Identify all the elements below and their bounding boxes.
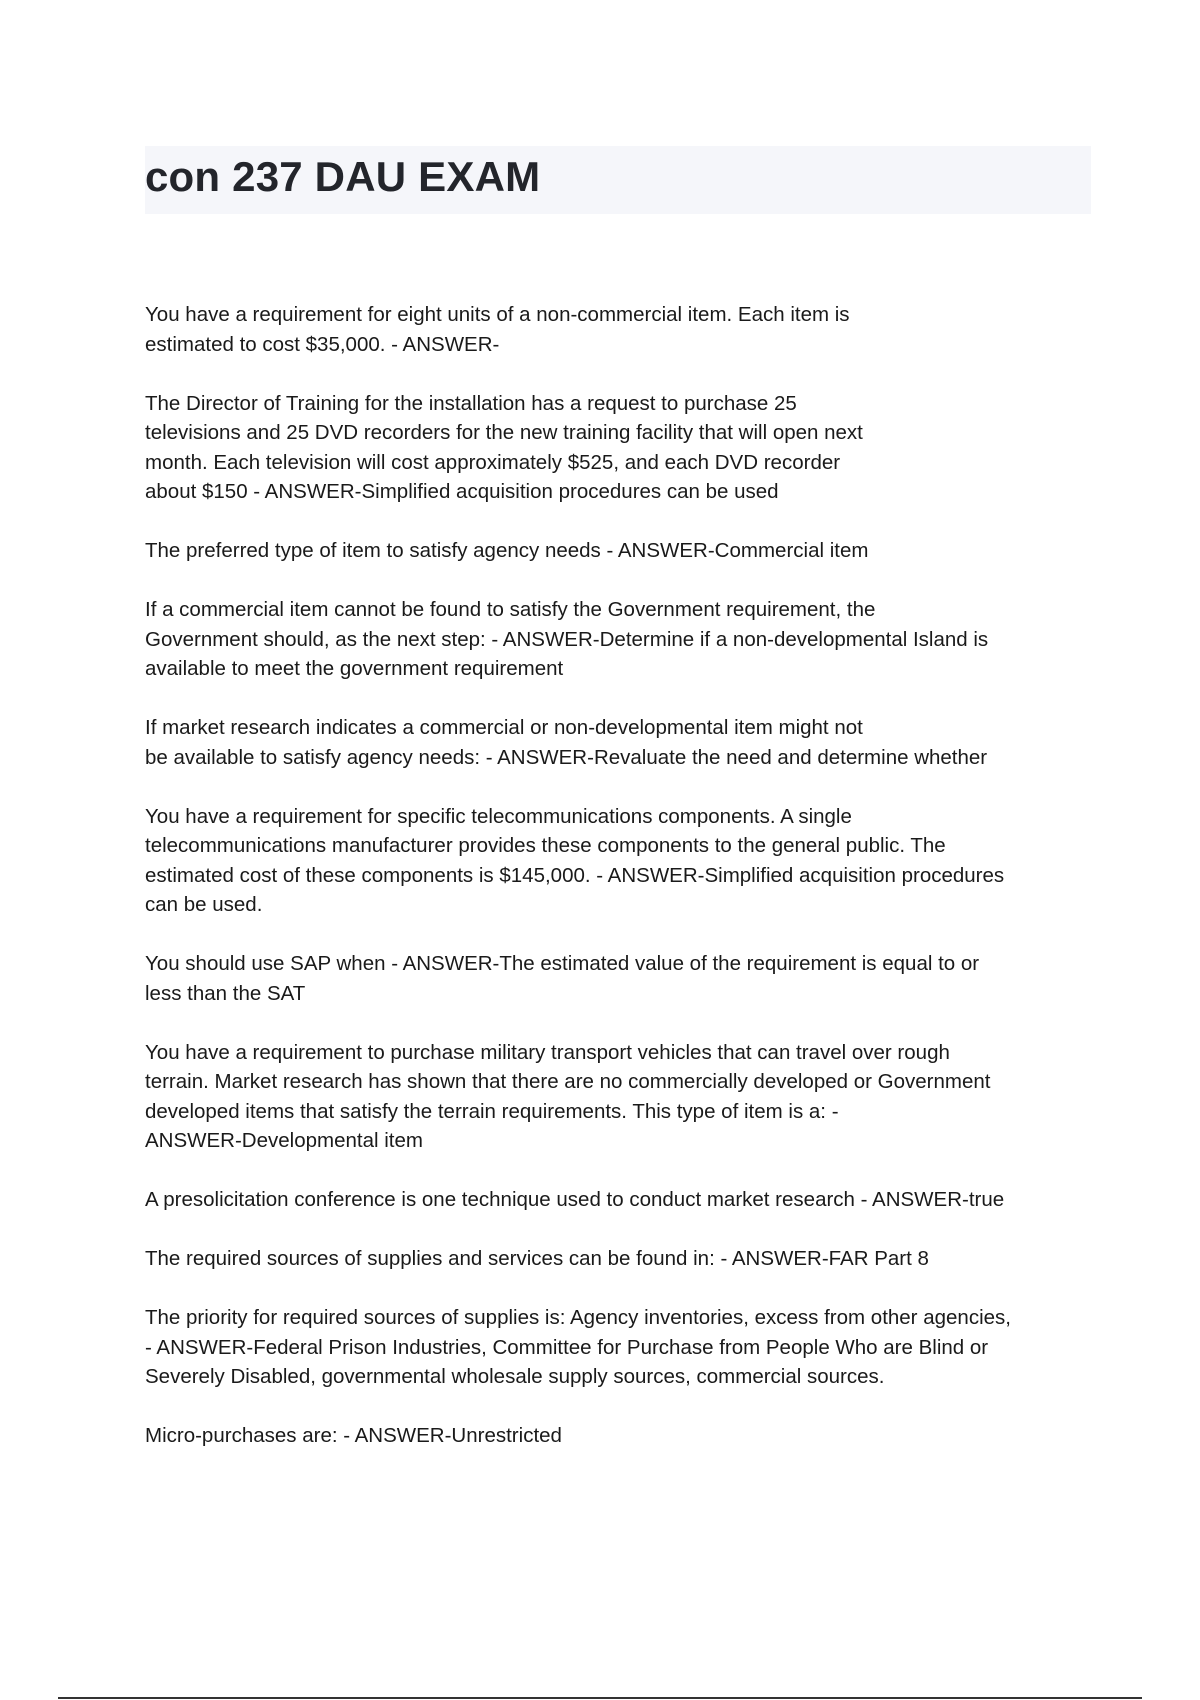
qa-item-9: A presolicitation conference is one technique used to conduct market research - ANSWER-true	[145, 1188, 1005, 1211]
qa-list	[145, 300, 1095, 1480]
qa-item-1: You have a requirement for eight units of a non-commercial item. Each item is estimated to cost $35,000. - ANSWER-	[145, 303, 850, 356]
qa-item-12: Micro-purchases are: - ANSWER-Unrestricted	[145, 1424, 562, 1447]
qa-item-6: You have a requirement for specific telecommunications components. A single telecommunications manufacturer provides these components to the general public. The estimated cost of these components is $145,000. - ANSWER-Simplified acquisition procedures can be used.	[145, 804, 1005, 916]
qa-item-10: The required sources of supplies and services can be found in: - ANSWER-FAR Part 8	[145, 1247, 929, 1270]
qa-item-11: The priority for required sources of supplies is: Agency inventories, excess from other agencies, - ANSWER-Federal Prison Industries, Committee for Purchase from People Who are Blind or Severely Disabled, governmental wholesale supply sources, commercial sources.	[145, 1306, 1011, 1388]
footer-rule	[58, 1697, 1142, 1699]
qa-item-4: If a commercial item cannot be found to satisfy the Government requirement, the Government should, as the next step: - ANSWER-Determine if a non-developmental Island is available to meet the government requirement	[145, 598, 989, 680]
qa-item-7: You should use SAP when - ANSWER-The estimated value of the requirement is equal to or less than the SAT	[145, 952, 980, 1005]
qa-item-8: You have a requirement to purchase military transport vehicles that can travel over rough terrain. Market research has shown that there are no commercially developed or Government developed items that satisfy the terrain requirements. This type of item is a: - ANSWER-Developmental item	[145, 1040, 991, 1152]
qa-item-3: The preferred type of item to satisfy agency needs - ANSWER-Commercial item	[145, 539, 869, 562]
page-title: con 237 DAU EXAM	[145, 153, 541, 200]
title-band	[145, 146, 1091, 214]
qa-item-2: The Director of Training for the installation has a request to purchase 25 televisions and 25 DVD recorders for the new training facility that will open next month. Each television will cost approximately $525, and each DVD recorder about $150 - ANSWER-Simplified acquisition procedures can be used	[145, 391, 863, 503]
qa-item-5: If market research indicates a commercial or non-developmental item might not be available to satisfy agency needs: - ANSWER-Revaluate the need and determine whether	[145, 716, 988, 769]
